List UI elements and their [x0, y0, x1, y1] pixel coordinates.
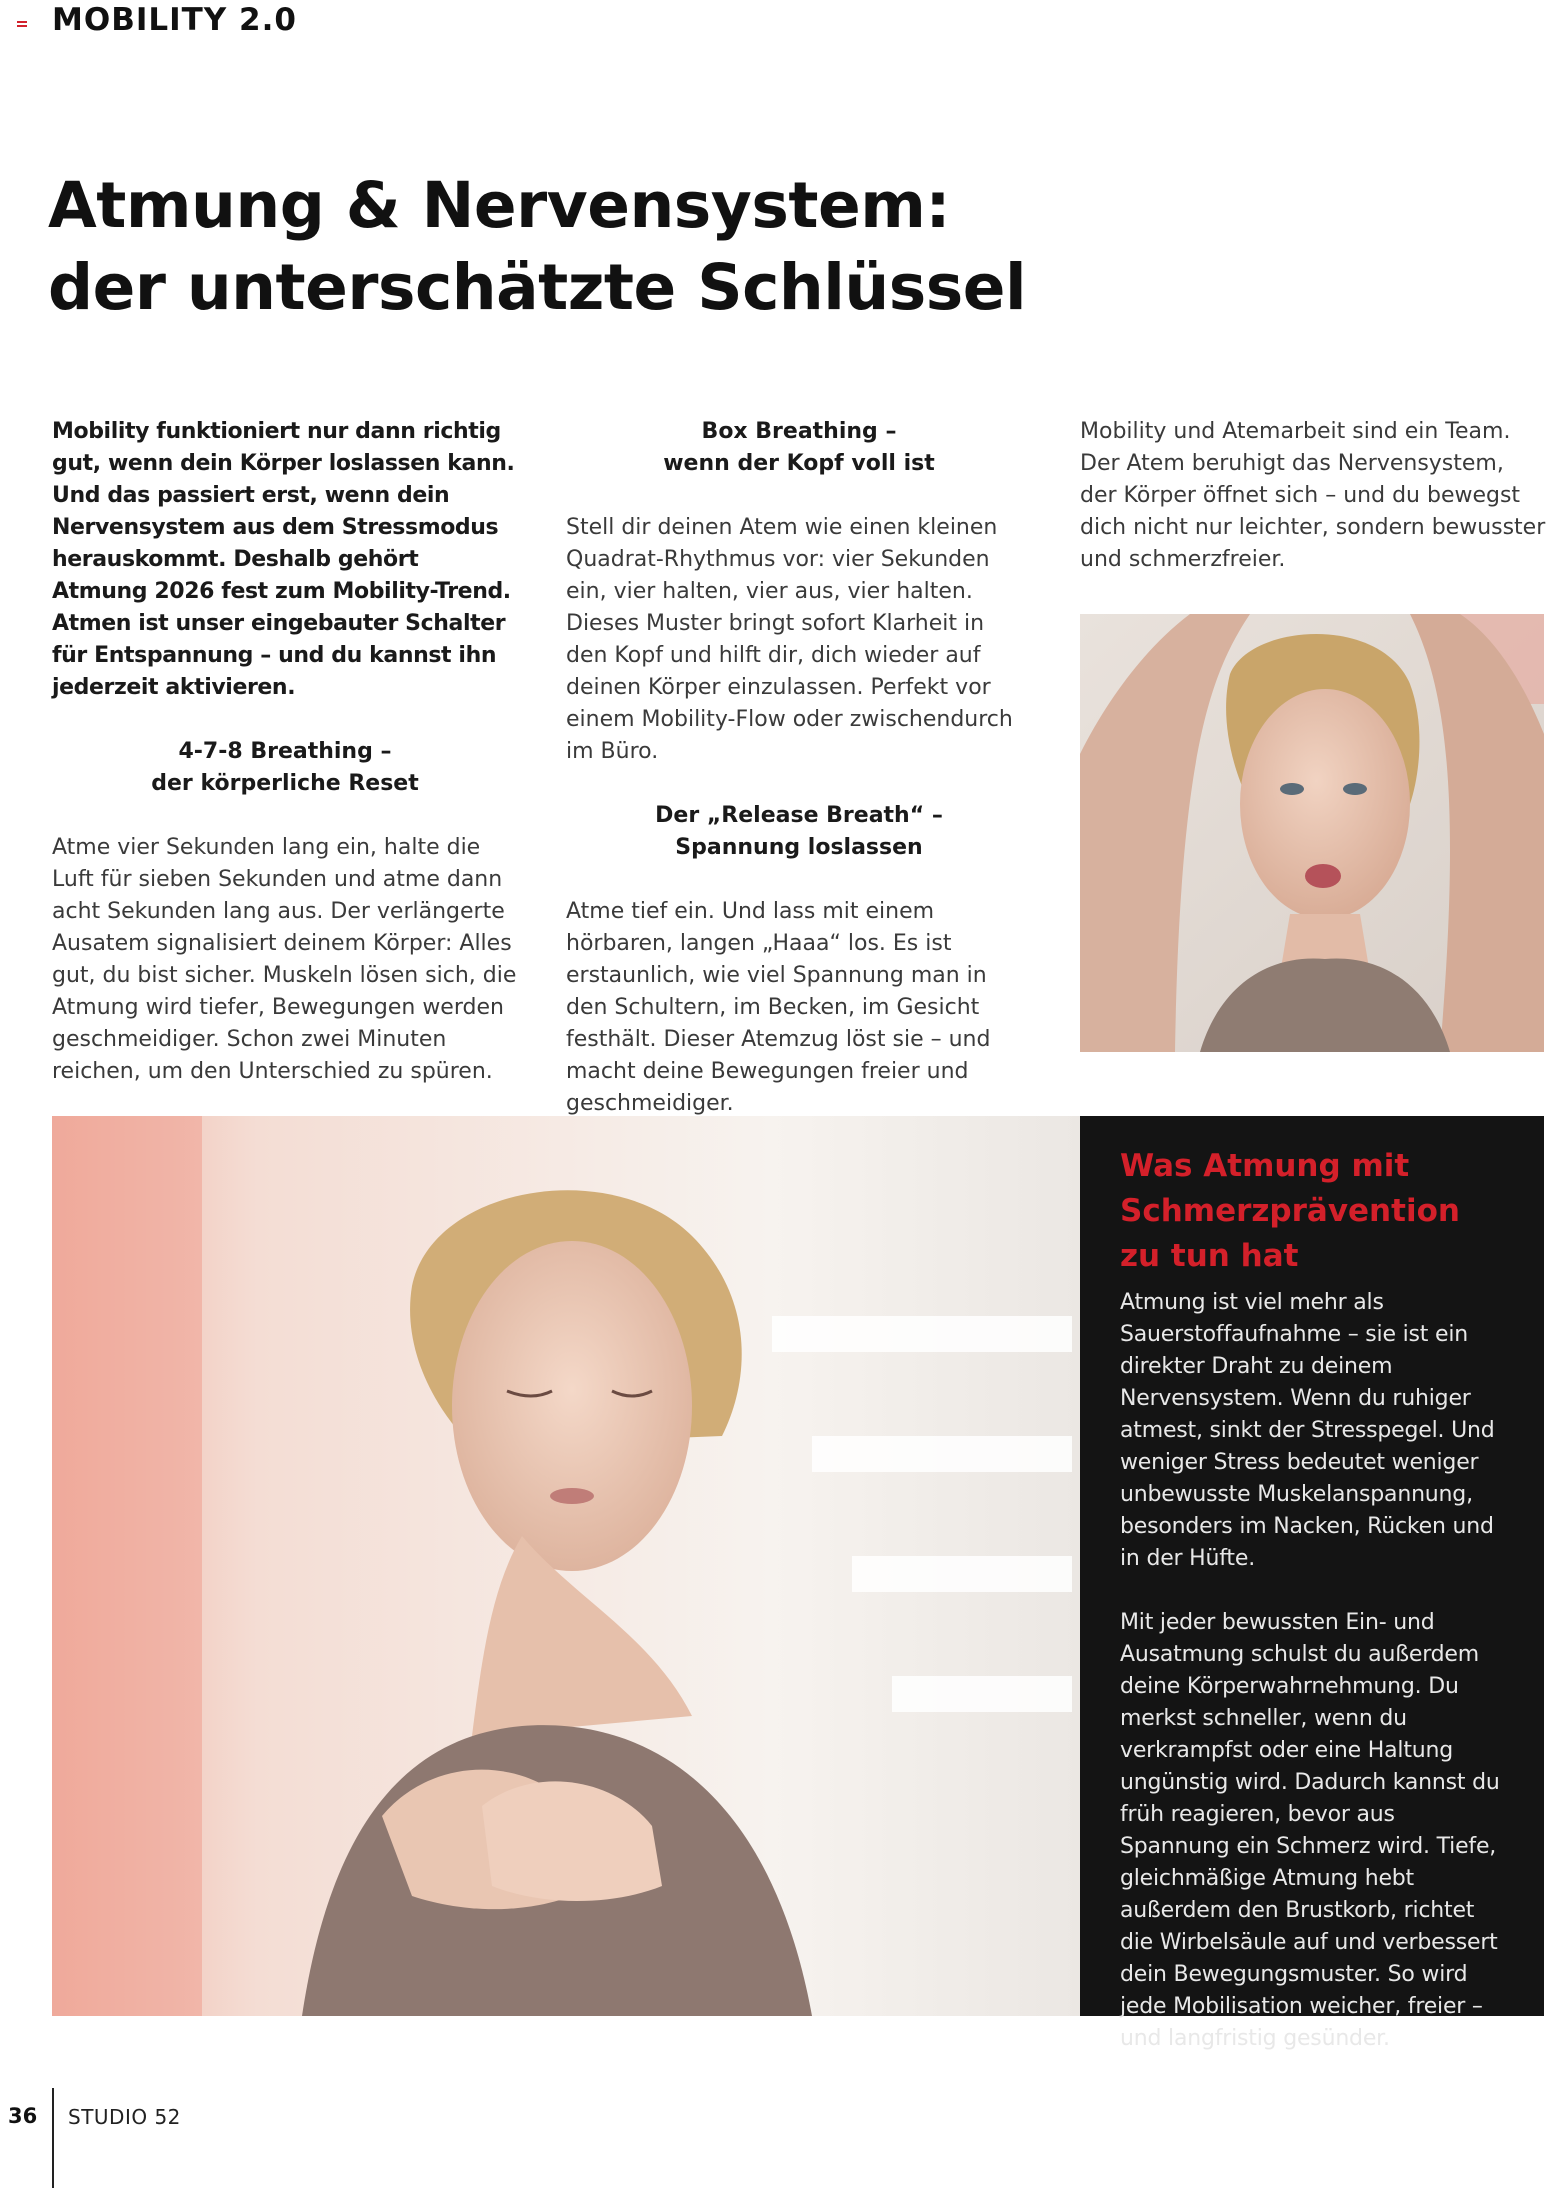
infobox-title-line: Was Atmung mit: [1120, 1148, 1410, 1184]
page-number: 36: [8, 2104, 38, 2128]
infobox-title: [1120, 1144, 1508, 1279]
body-paragraph-team: Mobility und Atemarbeit sind ein Team. Der Atem beruhigt das Nervensystem, der Körper öffnet sich – und du bewegst dich nicht nur leichter, sondern bewusster und schmerzfreier.: [1080, 419, 1546, 572]
section-marker-icon: [17, 21, 27, 29]
text-column-2: [566, 416, 1032, 1120]
body-paragraph-release: Atme tief ein. Und lass mit einem hörbaren, langen „Haaa“ los. Es ist erstaunlich, wie viel Spannung man in den Schultern, im Becken, im Gesicht festhält. Dieser Atemzug löst sie – und macht deine Bewegungen freier und geschmeidiger.: [566, 899, 991, 1116]
subheading-line: Box Breathing –: [701, 419, 897, 444]
intro-paragraph: Mobility funktioniert nur dann richtig gut, wenn dein Körper loslassen kann. Und das passiert erst, wenn dein Nervensystem aus dem Stressmodus herauskommt. Deshalb gehört Atmung 2026 fest zum Mobility-Trend. Atmen ist unser eingebauter Schalter für Entspannung – und du kannst ihn jederzeit aktivieren.: [52, 419, 515, 700]
subheading-478-breathing: [52, 736, 518, 800]
footer-brand: STUDIO 52: [68, 2105, 181, 2129]
body-paragraph-box: Stell dir deinen Atem wie einen kleinen Quadrat-Rhythmus vor: vier Sekunden ein, vier halten, vier aus, vier halten. Dieses Muster bringt sofort Klarheit in den Kopf und hilft dir, dich wieder auf deinen Körper einzulassen. Perfekt vor einem Mobility-Flow oder zwischendurch im Büro.: [566, 515, 1013, 764]
subheading-line: der körperliche Reset: [151, 771, 419, 796]
subheading-line: wenn der Kopf voll ist: [663, 451, 935, 476]
footer-divider: [52, 2088, 54, 2188]
text-column-1: [52, 416, 518, 1088]
subheading-line: Spannung loslassen: [675, 835, 923, 860]
infobox-pain-prevention: [1080, 1116, 1544, 2051]
infobox-paragraph-2: Mit jeder bewussten Ein- und Ausatmung schulst du außerdem deine Körperwahrnehmung. Du merkst schneller, wenn du verkrampfst oder eine Haltung ungünstig wird. Dadurch kannst du früh reagieren, bevor aus Spannung ein Schmerz wird. Tiefe, gleichmäßige Atmung hebt außerdem den Brustkorb, richtet die Wirbelsäule auf und verbessert dein Bewegungsmuster. So wird jede Mobilisation weicher, freier – und langfristig gesünder.: [1120, 1610, 1500, 2051]
subheading-release-breath: [566, 800, 1032, 864]
body-paragraph-478: Atme vier Sekunden lang ein, halte die Luft für sieben Sekunden und atme dann acht Sekunden lang aus. Der verlängerte Ausatem signalisiert deinem Körper: Alles gut, du bist sicher. Muskeln lösen sich, die Atmung wird tiefer, Bewegungen werden geschmeidiger. Schon zwei Minuten reichen, um den Unterschied zu spüren.: [52, 835, 517, 1084]
page-title: [48, 165, 1348, 329]
subheading-line: 4-7-8 Breathing –: [178, 739, 392, 764]
photo-woman-stretching: [1080, 614, 1544, 1052]
infobox-title-line: Schmerzprävention: [1120, 1193, 1460, 1229]
photo-woman-breathing: [52, 1116, 1080, 2016]
text-column-3: [1080, 416, 1546, 576]
infobox-paragraph-1: Atmung ist viel mehr als Sauerstoffaufnahme – sie ist ein direkter Draht zu deinem Nervensystem. Wenn du ruhiger atmest, sinkt der Stresspegel. Und weniger Stress bedeutet weniger unbewusste Muskelanspannung, besonders im Nacken, Rücken und in der Hüfte.: [1120, 1290, 1495, 1571]
infobox-title-line: zu tun hat: [1120, 1238, 1299, 1274]
page-title-line-1: Atmung & Nervensystem:: [48, 169, 951, 242]
subheading-box-breathing: [566, 416, 1032, 480]
page-title-line-2: der unterschätzte Schlüssel: [48, 251, 1027, 324]
section-label: MOBILITY 2.0: [52, 2, 297, 38]
subheading-line: Der „Release Breath“ –: [655, 803, 943, 828]
